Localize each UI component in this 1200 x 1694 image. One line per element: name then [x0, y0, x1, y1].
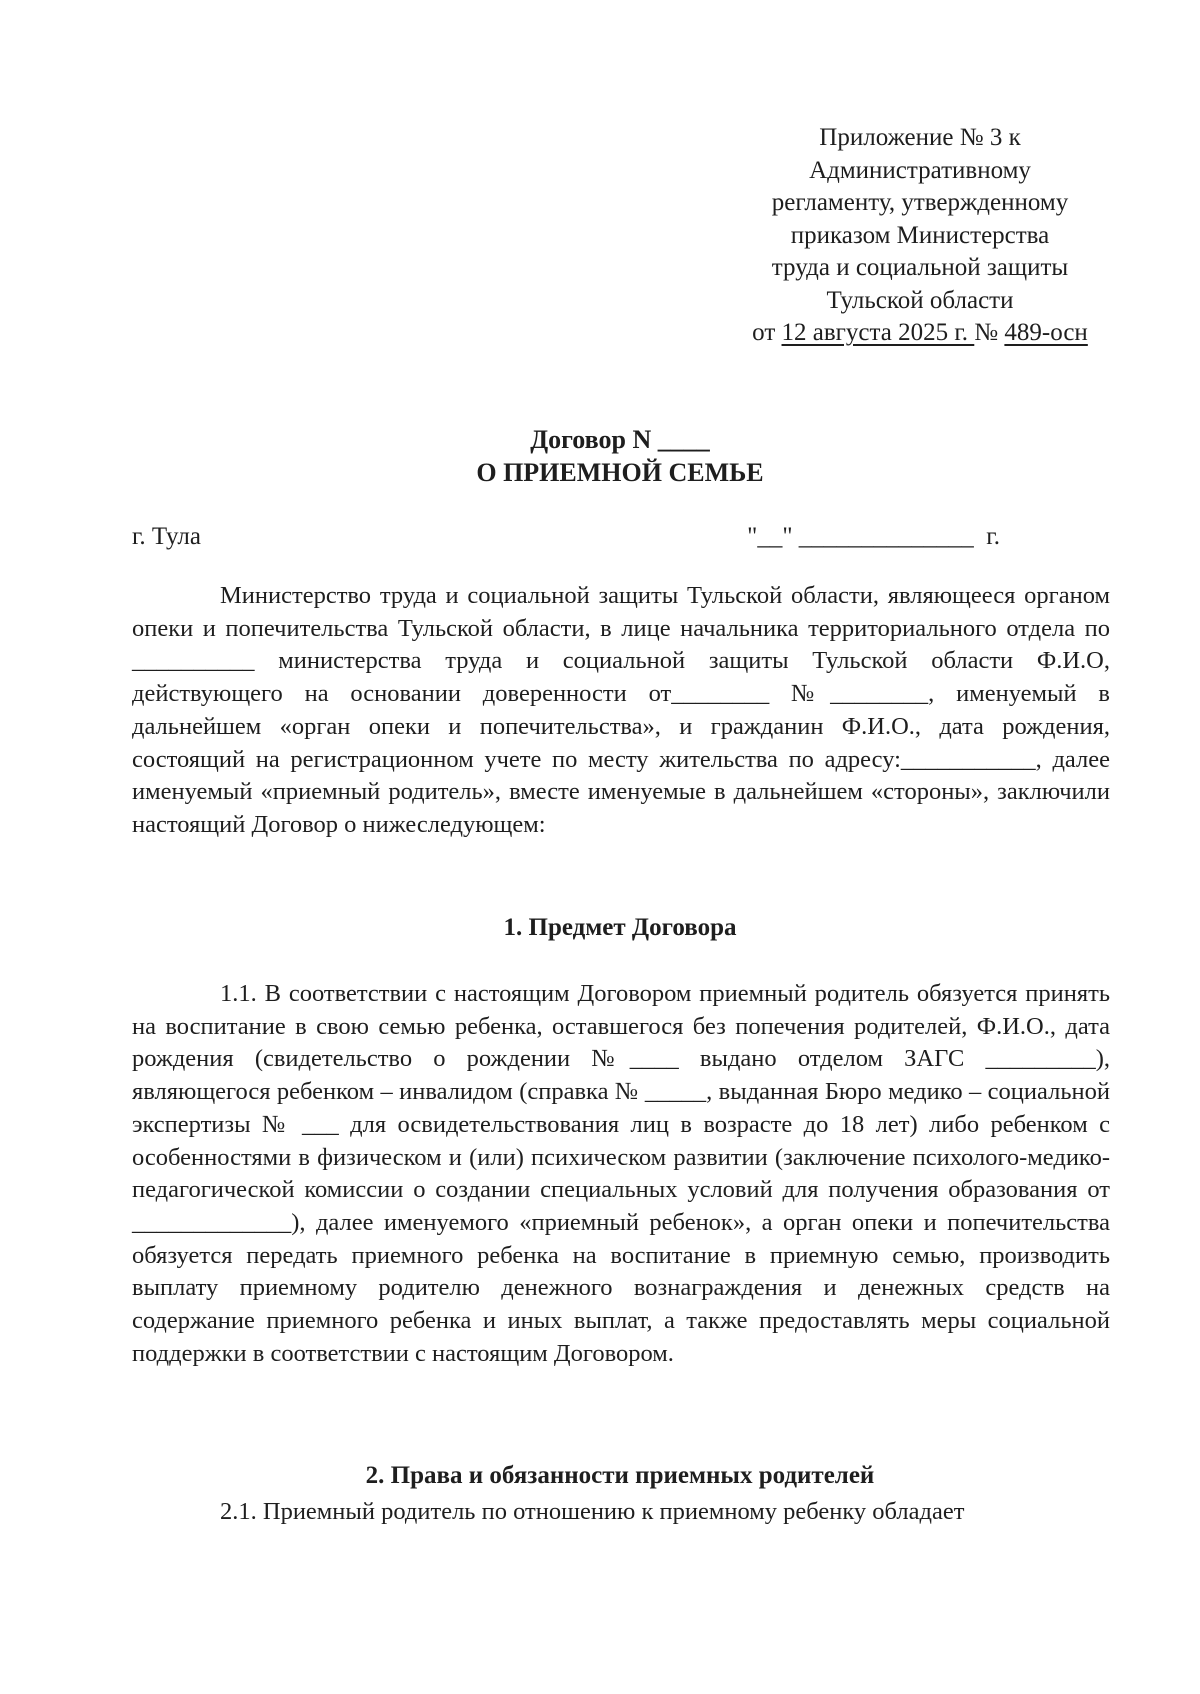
- appendix-line-6: Тульской области: [826, 286, 1014, 314]
- contract-subject-title: О ПРИЕМНОЙ СЕМЬЕ: [476, 458, 764, 487]
- contract-number-title: Договор N ____: [530, 425, 710, 454]
- appendix-line-7: [690, 317, 1150, 350]
- appendix-number-sign: №: [974, 319, 1005, 346]
- appendix-line-5: труда и социальной защиты: [771, 254, 1069, 281]
- section-2-heading: 2. Права и обязанности приемных родителей: [365, 1462, 875, 1489]
- section-1-heading: 1. Предмет Договора: [503, 914, 737, 941]
- appendix-date-prefix: от: [752, 319, 782, 346]
- appendix-order-date: 12 августа 2025 г.: [781, 319, 975, 346]
- appendix-header: [690, 122, 1150, 350]
- section-1-paragraph: 1.1. В соответствии с настоящим Договором приемный родитель обязуется принять на воспитание в свою семью ребенка, оставшегося без попечения родителей, Ф.И.О., дата рождения (свидетельство о рождении №____ выдано отделом ЗАГС _________), являющегося ребенком – инвалидом (справка № _____, выданная Бюро медико – социальной экспертизы № ___ для освидетельствования лиц в возрасте до 18 лет) либо ребенком с особенностями в физическом и (или) психическом развитии (заключение психолого-медико-педагогической комиссии о создании специальных условий для получения образования от _____________), далее именуемого «приемный ребенок», а орган опеки и попечительства обязуется передать приемного ребенка на воспитание в приемную семью, производить выплату приемному родителю денежного вознаграждения и денежных средств на содержание приемного ребенка и иных выплат, а также предоставлять меры социальной поддержки в соответствии с настоящим Договором.: [132, 980, 1110, 1367]
- appendix-line-2: Административному: [809, 156, 1031, 184]
- appendix-line-1: Приложение № 3 к: [819, 124, 1021, 151]
- section-2-paragraph: 2.1. Приемный родитель по отношению к приемному ребенку обладает: [220, 1498, 965, 1525]
- appendix-line-3: регламенту, утвержденному: [771, 189, 1069, 216]
- intro-paragraph: Министерство труда и социальной защиты Тульской области, являющееся органом опеки и попечительства Тульской области, в лице начальника территориального отдела по __________ министерства труда и социальной защиты Тульской области Ф.И.О, действующего на основании доверенности от________ №________, именуемый в дальнейшем «орган опеки и попечительства», и гражданин Ф.И.О., дата рождения, состоящий на регистрационном учете по месту жительства по адресу:___________, далее именуемый «приемный родитель», вместе именуемые в дальнейшем «стороны», заключили настоящий Договор о нижеследующем:: [132, 582, 1110, 838]
- appendix-line-4: приказом Министерства: [790, 221, 1050, 249]
- appendix-order-number: 489-осн: [1004, 319, 1088, 346]
- contract-city: г. Тула: [132, 523, 201, 550]
- contract-date-blank: "__" ______________ г.: [747, 523, 1000, 550]
